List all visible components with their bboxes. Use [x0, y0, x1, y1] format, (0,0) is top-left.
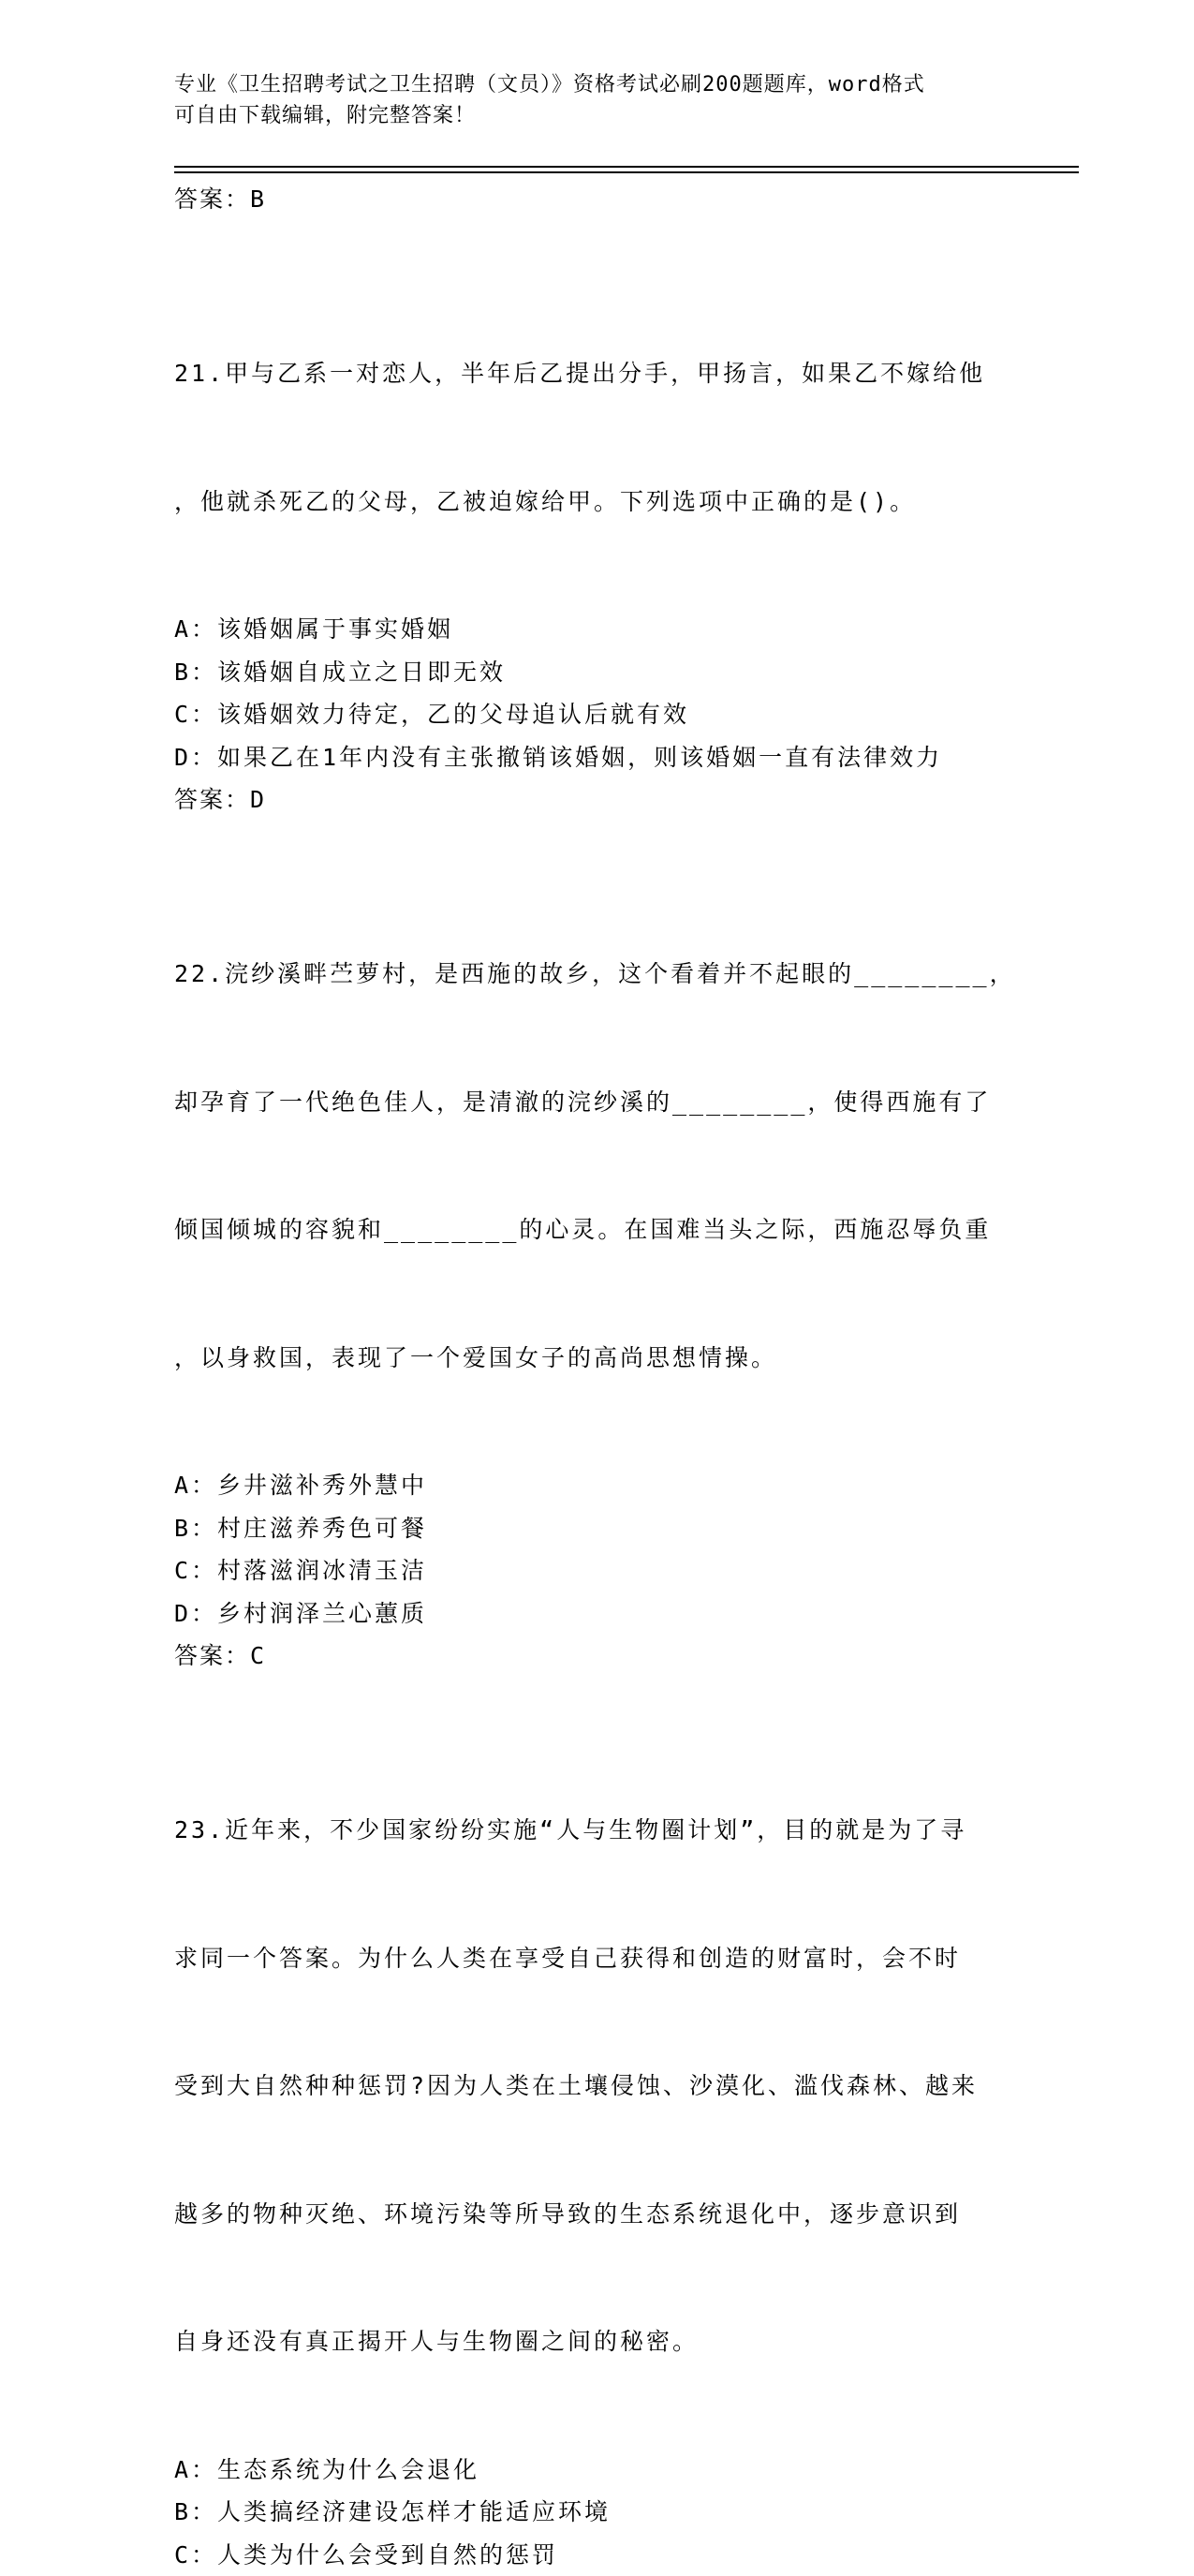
- question-line: 受到大自然种种惩罚?因为人类在土壤侵蚀、沙漠化、滥伐森林、越来: [174, 2065, 1036, 2108]
- header-line-1: 专业《卫生招聘考试之卫生招聘（文员）》资格考试必刷200题题库，word格式: [174, 69, 1017, 100]
- option-c: C：村落滋润冰清玉洁: [174, 1549, 1036, 1592]
- question-21: [174, 267, 1036, 821]
- option-a: A：生态系统为什么会退化: [174, 2449, 1036, 2492]
- option-a: A：该婚姻属于事实婚姻: [174, 608, 1036, 651]
- answer: 答案：D: [174, 778, 1036, 821]
- question-text: [174, 267, 1036, 608]
- question-line: 倾国倾城的容貌和________的心灵。在国难当头之际，西施忍辱负重: [174, 1208, 1036, 1251]
- option-d: D：如果乙在1年内没有主张撤销该婚姻，则该婚姻一直有法律效力: [174, 736, 1036, 779]
- question-line: 自身还没有真正揭开人与生物圈之间的秘密。: [174, 2320, 1036, 2363]
- header-rule-bottom: [174, 171, 1079, 173]
- page-header: [174, 69, 1017, 131]
- header-rule-top: [174, 166, 1079, 168]
- question-line: 越多的物种灭绝、环境污染等所导致的生态系统退化中，逐步意识到: [174, 2193, 1036, 2236]
- option-b: B：该婚姻自成立之日即无效: [174, 651, 1036, 694]
- answer: 答案：C: [174, 1635, 1036, 1677]
- question-23: [174, 1724, 1036, 2576]
- question-line: 21.甲与乙系一对恋人，半年后乙提出分手，甲扬言，如果乙不嫁给他: [174, 352, 1036, 395]
- question-line: 求同一个答案。为什么人类在享受自己获得和创造的财富时，会不时: [174, 1937, 1036, 1980]
- question-text: [174, 1724, 1036, 2449]
- page-content: [174, 174, 1036, 2576]
- option-a: A：乡井滋补秀外慧中: [174, 1464, 1036, 1507]
- option-c: C：人类为什么会受到自然的惩罚: [174, 2534, 1036, 2576]
- answer-prev: 答案：B: [174, 178, 1036, 220]
- question-line: ，以身救国，表现了一个爱国女子的高尚思想情操。: [174, 1337, 1036, 1380]
- question-line: ，他就杀死乙的父母，乙被迫嫁给甲。下列选项中正确的是()。: [174, 481, 1036, 524]
- question-22: [174, 867, 1036, 1677]
- question-text: [174, 867, 1036, 1464]
- option-c: C：该婚姻效力待定，乙的父母追认后就有效: [174, 693, 1036, 736]
- option-b: B：村庄滋养秀色可餐: [174, 1507, 1036, 1550]
- option-d: D：乡村润泽兰心蕙质: [174, 1592, 1036, 1636]
- question-line: 却孕育了一代绝色佳人，是清澈的浣纱溪的________，使得西施有了: [174, 1081, 1036, 1124]
- question-line: 22.浣纱溪畔苎萝村，是西施的故乡，这个看着并不起眼的________，: [174, 953, 1036, 996]
- option-b: B：人类搞经济建设怎样才能适应环境: [174, 2491, 1036, 2534]
- header-line-2: 可自由下载编辑，附完整答案！: [174, 100, 1017, 131]
- question-line: 23.近年来，不少国家纷纷实施“人与生物圈计划”，目的就是为了寻: [174, 1809, 1036, 1852]
